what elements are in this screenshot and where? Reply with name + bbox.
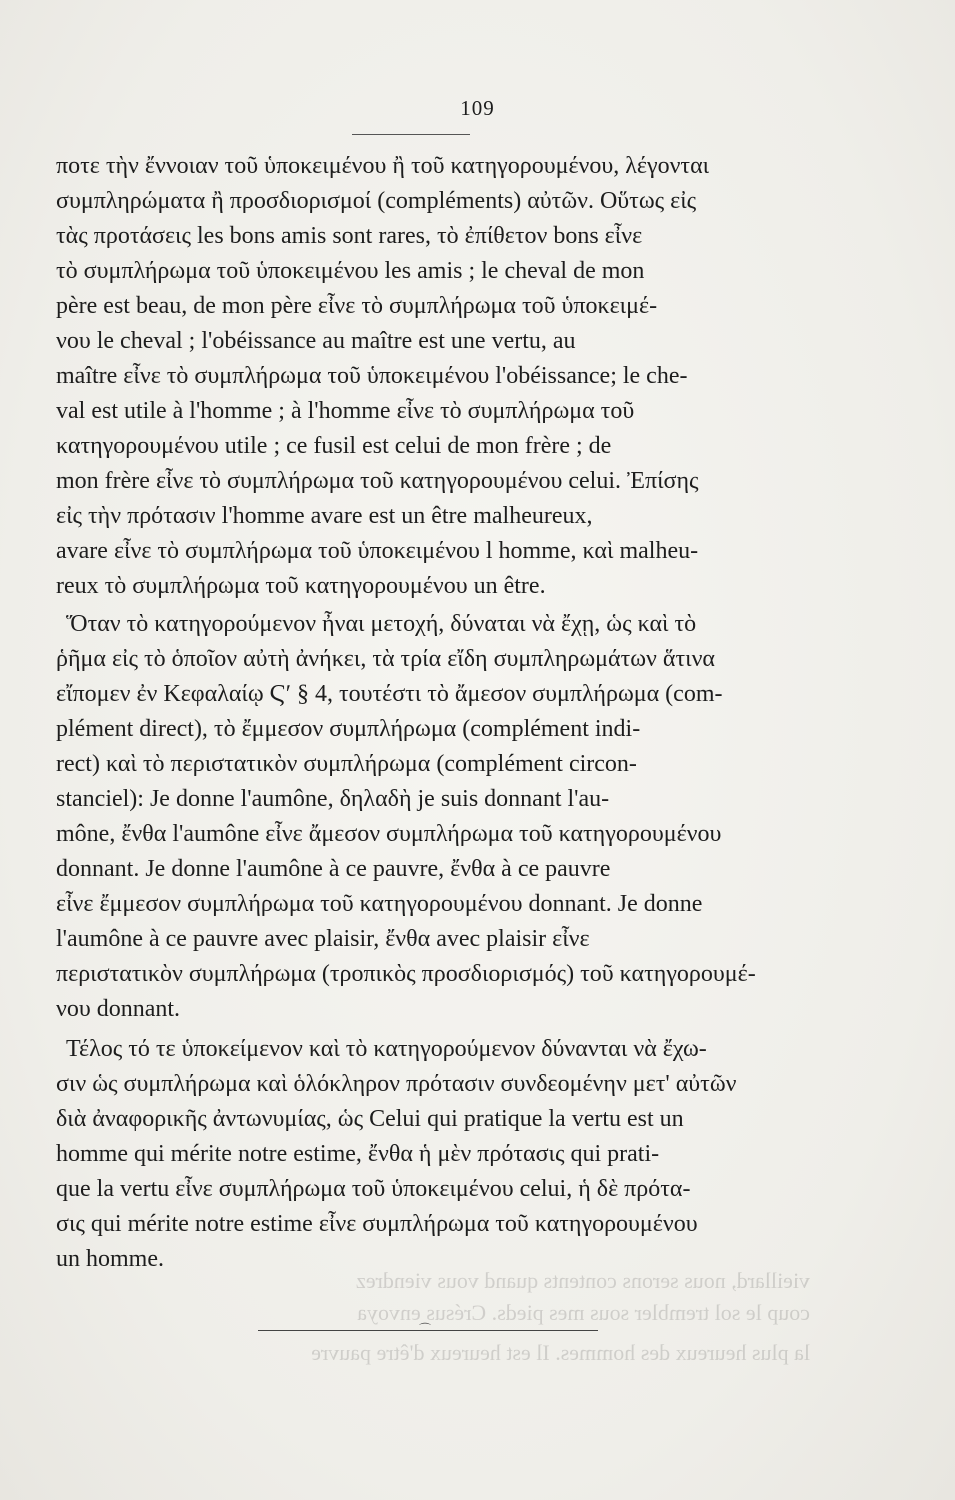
text-line: l'aumône à ce pauvre avec plaisir, ἔνθα avec plaisir εἶνε [56,926,590,952]
text-line: νου donnant. [56,996,181,1022]
text-line: donnant. Je donne l'aumône à ce pauvre, ἔνθα à ce pauvre [56,856,611,882]
text-line: avare εἶνε τὸ συμπλήρωμα τοῦ ὑποκειμένου l homme, καὶ malheu- [56,538,699,564]
text-line: un homme. [56,1246,164,1272]
text-line: σις qui mérite notre estime εἶνε συμπλήρωμα τοῦ κατηγορουμένου [56,1211,698,1237]
text-line: εἶνε ἔμμεσον συμπλήρωμα τοῦ κατηγορουμένου donnant. Je donne [56,891,703,917]
bleed-through-text: la plus heureux des hommes. Il est heureux d'être pauvre [311,1340,810,1365]
text-line: plément direct), τὸ ἔμμεσον συμπλήρωμα (complément indi- [56,716,641,742]
text-line: rect) καὶ τὸ περιστατικὸν συμπλήρωμα (complément circon- [56,751,637,777]
text-line: reux τὸ συμπλήρωμα τοῦ κατηγορουμένου un être. [56,573,546,599]
text-line: εἴπομεν ἐν Κεφαλαίῳ Ϛʹ § 4, τουτέστι τὸ ἄμεσον συμπλήρωμα (com- [56,681,723,707]
text-line: que la vertu εἶνε συμπλήρωμα τοῦ ὑποκειμένου celui, ἡ δὲ πρότα- [56,1176,691,1202]
text-line: τὸ συμπλήρωμα τοῦ ὑποκειμένου les amis ; le cheval de mon [56,258,645,284]
text-line: val est utile à l'homme ; à l'homme εἶνε τὸ συμπλήρωμα τοῦ [56,398,635,424]
text-line: stanciel): Je donne l'aumône, δηλαδὴ je suis donnant l'au- [56,786,610,812]
text-line: κατηγορουμένου utile ; ce fusil est celui de mon frère ; de [56,433,612,459]
paragraph-start-line: Ὅταν τὸ κατηγορούμενον ἦναι μετοχή, δύναται νὰ ἔχῃ, ὡς καὶ τὸ [66,611,697,637]
text-line: homme qui mérite notre estime, ἔνθα ἡ μὲν πρότασις qui prati- [56,1141,660,1167]
text-line: ποτε τὴν ἔννοιαν τοῦ ὑποκειμένου ἢ τοῦ κατηγορουμένου, λέγονται [56,153,710,179]
text-line: mône, ἔνθα l'aumône εἶνε ἄμεσον συμπλήρωμα τοῦ κατηγορουμένου [56,821,722,847]
header-rule [352,134,470,135]
text-line: νου le cheval ; l'obéissance au maître est une vertu, au [56,328,576,354]
bleed-through-text: vieillard, nous serons contents quand vous viendrez [356,1268,810,1293]
text-line: père est beau, de mon père εἶνε τὸ συμπλήρωμα τοῦ ὑποκειμέ- [56,293,658,319]
text-line: σιν ὡς συμπλήρωμα καὶ ὁλόκληρον πρότασιν συνδεομένην μετ' αὐτῶν [56,1071,737,1097]
text-line: maître εἶνε τὸ συμπλήρωμα τοῦ ὑποκειμένου l'obéissance; le che- [56,363,688,389]
text-line: τὰς προτάσεις les bons amis sont rares, τὸ ἐπίθετον bons εἶνε [56,223,643,249]
bleed-through-text: coup le sol trembler sous mes pieds. Crésus envoya [357,1300,810,1325]
paragraph-start-line: Τέλος τό τε ὑποκείμενον καὶ τὸ κατηγορούμενον δύνανται νὰ ἔχω- [66,1036,707,1062]
text-line: διὰ ἀναφορικῆς ἀντωνυμίας, ὡς Celui qui pratique la vertu est un [56,1106,684,1132]
text-line: mon frère εἶνε τὸ συμπλήρωμα τοῦ κατηγορουμένου celui. Ἐπίσης [56,468,699,494]
text-line: συμπληρώματα ἢ προσδιορισμοί (compléments) αὐτῶν. Οὕτως εἰς [56,188,697,214]
text-line: εἰς τὴν πρότασιν l'homme avare est un être malheureux, [56,503,593,529]
text-line: ῥῆμα εἰς τὸ ὁποῖον αὐτὴ ἀνήκει, τὰ τρία εἴδη συμπληρωμάτων ἅτινα [56,646,715,672]
footer-ornament-icon: ⌒ [418,1322,431,1336]
page-number: 109 [460,96,495,120]
text-line: περιστατικὸν συμπλήρωμα (τροπικὸς προσδιορισμός) τοῦ κατηγορουμέ- [56,961,756,987]
